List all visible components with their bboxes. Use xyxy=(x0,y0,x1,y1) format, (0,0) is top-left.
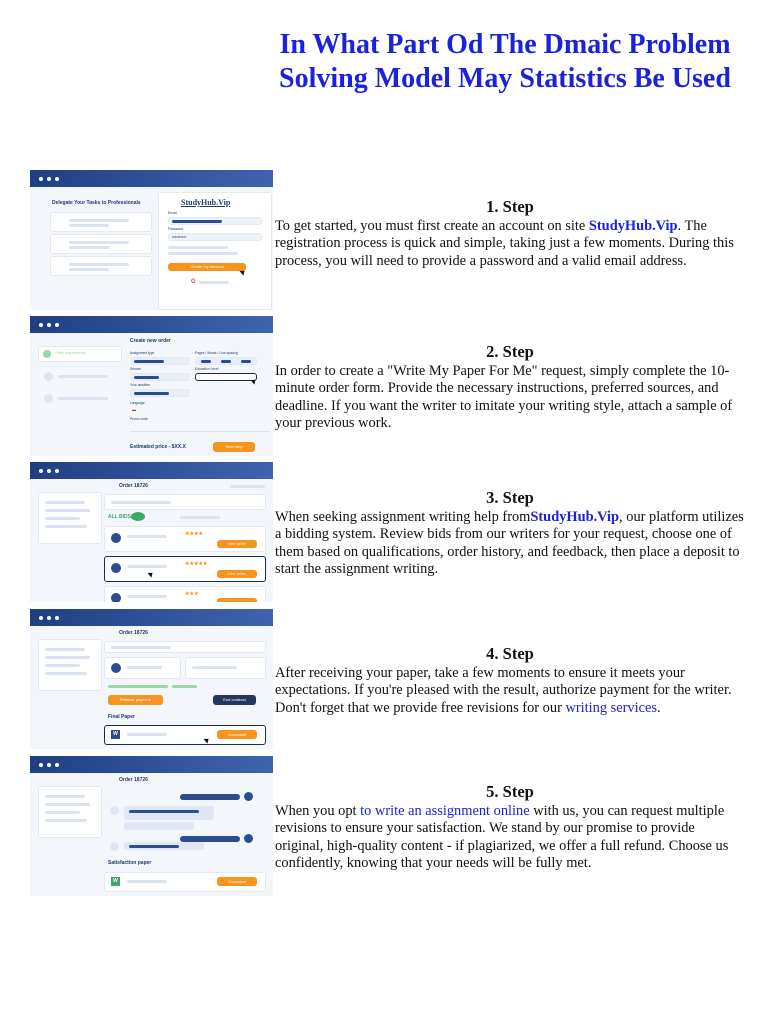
download-button[interactable]: Download xyxy=(217,877,257,886)
chat-message xyxy=(124,842,204,850)
step-5 xyxy=(275,783,745,873)
window-dot-icon xyxy=(39,177,43,181)
screenshot-registration xyxy=(30,170,273,310)
satisfaction-paper-file[interactable] xyxy=(104,872,266,892)
step-2 xyxy=(275,343,745,433)
window-titlebar xyxy=(30,609,273,626)
step-text: , our platform utilizes a bidding system. Review bids from our writers for your request, choose one of them based on qualifications, order history, and feedback, then place a deposit to start the assignment writing. xyxy=(275,508,744,578)
bid-card[interactable] xyxy=(104,526,266,552)
step-heading: 2. Step xyxy=(486,342,534,361)
step-body xyxy=(275,363,745,433)
order-form-heading: Create new order xyxy=(130,338,171,344)
step-heading: 4. Step xyxy=(486,644,534,663)
service-select[interactable] xyxy=(130,373,190,381)
window-dot-icon xyxy=(55,616,59,620)
release-payment-button[interactable]: Release payment xyxy=(108,695,163,705)
education-level-select[interactable] xyxy=(195,373,257,381)
field-label: Pages / Words / Line spacing xyxy=(195,351,238,355)
next-step-button[interactable]: Next step xyxy=(213,442,255,452)
window-titlebar xyxy=(30,462,273,479)
word-file-icon: W xyxy=(111,877,120,886)
window-dot-icon xyxy=(55,323,59,327)
chat-message xyxy=(124,806,214,820)
screenshot-revisions xyxy=(30,756,273,896)
chat-message xyxy=(180,794,240,800)
window-dot-icon xyxy=(39,616,43,620)
password-field[interactable]: •••••••••• xyxy=(168,233,262,241)
step-body xyxy=(275,218,745,271)
email-label: Email xyxy=(168,211,177,215)
write-assignment-link[interactable]: to write an assignment online xyxy=(360,802,530,819)
signup-brand: StudyHub.Vip xyxy=(181,198,231,207)
step-text: When you opt xyxy=(275,802,361,819)
field-label: Language xyxy=(130,401,145,405)
order-number: Order 18726 xyxy=(119,777,148,783)
order-summary xyxy=(104,494,266,510)
step-text: In order to create a "Write My Paper For Me" request, simply complete the 10-minute order form. Provide the necessary instructions, preferred sources, and deadline. If you want the writer to imitate your writing style, attach a sample of your previous work. xyxy=(275,362,733,432)
hire-writer-button[interactable] xyxy=(217,598,257,602)
rating-stars-icon: ★★★★★ xyxy=(185,561,208,567)
step-heading: 1. Step xyxy=(486,197,534,216)
window-dot-icon xyxy=(39,469,43,473)
satisfaction-paper-label: Satisfaction paper xyxy=(108,860,152,866)
screenshot-order-form xyxy=(30,316,273,456)
final-paper-label: Final Paper xyxy=(108,714,135,720)
order-number: Order 18726 xyxy=(119,483,148,489)
screenshot-bids xyxy=(30,462,273,602)
cursor-icon xyxy=(148,570,155,577)
step-text: After receiving your paper, take a few moments to ensure it meets your expectations. If you're pleased with the result, authorize payment for the writer. Don't forget that we provide free revisions for our xyxy=(275,664,732,716)
window-dot-icon xyxy=(47,763,51,767)
step-text: . xyxy=(656,699,661,716)
estimated-price: Estimated price - $XX.X xyxy=(130,444,186,450)
feature-card xyxy=(50,212,152,232)
window-dot-icon xyxy=(47,177,51,181)
word-file-icon: W xyxy=(111,730,120,739)
order-summary xyxy=(104,641,266,653)
step-text: To get started, you must first create an account on site xyxy=(275,217,589,234)
writer-avatar-icon xyxy=(111,563,121,573)
user-avatar-icon xyxy=(244,834,253,843)
window-dot-icon xyxy=(47,616,51,620)
hire-writer-button[interactable]: Hire writer xyxy=(217,570,257,578)
shot-left-title: Delegate Your Tasks to Professionals xyxy=(52,200,141,206)
window-dot-icon xyxy=(55,177,59,181)
page-title: In What Part Od The Dmaic Problem Solving Model May Statistics Be Used xyxy=(279,29,731,94)
writing-services-link[interactable]: writing services xyxy=(565,699,657,716)
order-sidebar xyxy=(38,492,102,544)
step-body xyxy=(275,665,745,718)
step-heading: 3. Step xyxy=(486,488,534,507)
window-titlebar xyxy=(30,756,273,773)
window-dot-icon xyxy=(55,469,59,473)
google-icon[interactable]: G xyxy=(191,279,196,285)
download-button[interactable]: Download xyxy=(217,730,257,739)
order-number: Order 18726 xyxy=(119,630,148,636)
feature-card xyxy=(50,234,152,254)
field-label: Assignment type xyxy=(130,351,155,355)
end-contract-button[interactable]: End contract xyxy=(213,695,256,705)
final-paper-file[interactable] xyxy=(104,725,266,745)
window-titlebar xyxy=(30,170,273,187)
step-body xyxy=(275,803,745,873)
feature-card xyxy=(50,256,152,276)
payment-card xyxy=(185,657,266,679)
step-body xyxy=(275,509,745,579)
step-4 xyxy=(275,645,745,717)
window-dot-icon xyxy=(47,469,51,473)
writer-card xyxy=(104,657,181,679)
window-dot-icon xyxy=(39,323,43,327)
field-label: Service xyxy=(130,367,141,371)
signup-form xyxy=(158,192,272,310)
field-label: Promo code xyxy=(130,417,148,421)
password-label: Password xyxy=(168,227,184,231)
order-sidebar xyxy=(38,639,102,691)
screenshot-release-payment xyxy=(30,609,273,749)
hire-writer-button[interactable]: Hire writer xyxy=(217,540,257,548)
rating-stars-icon: ★★★ xyxy=(185,591,199,597)
all-bids-label: ALL BIDS xyxy=(108,514,131,520)
step-text: When seeking assignment writing help from xyxy=(275,508,531,525)
order-sidebar xyxy=(38,786,102,838)
studyhub-link[interactable]: StudyHub.Vip xyxy=(530,508,620,525)
bid-card-selected[interactable] xyxy=(104,556,266,582)
window-dot-icon xyxy=(55,763,59,767)
writer-avatar-icon xyxy=(111,533,121,543)
cursor-icon xyxy=(204,736,211,743)
assignment-type-select[interactable] xyxy=(130,357,190,365)
step-3 xyxy=(275,489,745,579)
writer-avatar-icon xyxy=(111,593,121,602)
chat-message xyxy=(124,822,194,830)
flag-icon: ▬ xyxy=(132,407,136,412)
deadline-select[interactable] xyxy=(130,389,190,397)
window-dot-icon xyxy=(47,323,51,327)
window-titlebar xyxy=(30,316,273,333)
field-label: Education Level xyxy=(195,367,219,371)
rating-stars-icon: ★★★★ xyxy=(185,531,203,537)
step-text: with us, you can request multiple revisions to ensure your satisfaction. We stand by our promise to provide original, high-quality content - if plagiarized, we offer a full refund. Choose us confidently, knowing that your needs will be fully met. xyxy=(275,802,729,872)
window-dot-icon xyxy=(39,763,43,767)
create-account-button[interactable]: Create my account xyxy=(168,263,246,271)
step-text: . The registration process is quick and simple, taking just a few moments. During this process, you will need to provide a password and a valid email address. xyxy=(275,217,734,269)
step-heading: 5. Step xyxy=(486,782,534,801)
email-field[interactable] xyxy=(168,217,262,225)
writer-avatar-icon xyxy=(110,842,119,851)
pages-select[interactable] xyxy=(195,357,257,365)
writer-avatar-icon xyxy=(110,806,119,815)
sidebar-item-order-requirements[interactable]: Order requirements xyxy=(38,346,122,362)
user-avatar-icon xyxy=(244,792,253,801)
studyhub-link[interactable]: StudyHub.Vip xyxy=(588,217,678,234)
step-1 xyxy=(275,198,745,270)
field-label: Your deadline xyxy=(130,383,151,387)
bid-card[interactable] xyxy=(104,586,266,602)
